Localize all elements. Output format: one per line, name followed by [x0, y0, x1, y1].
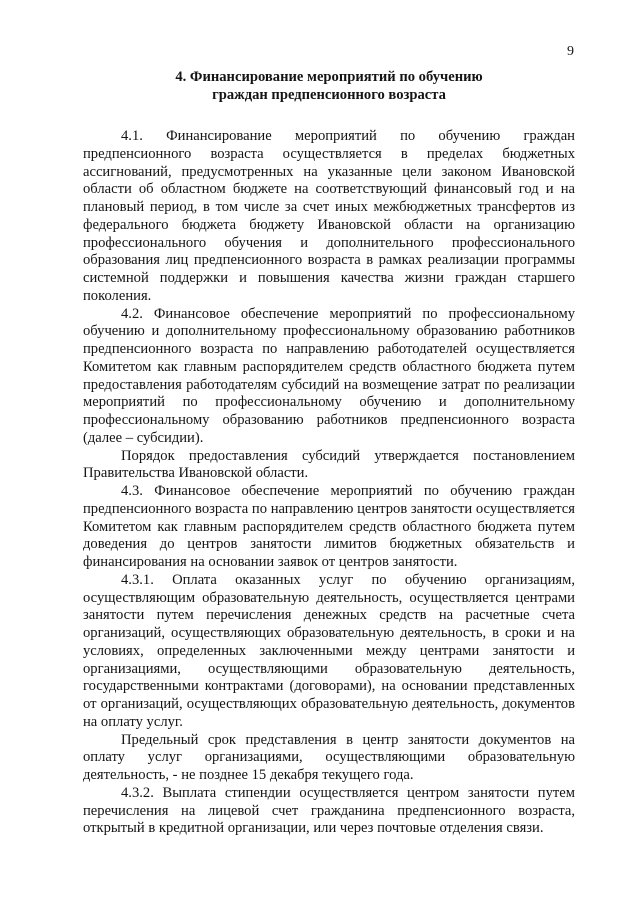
section-heading	[83, 68, 575, 104]
section-heading-line-1: 4. Финансирование мероприятий по обучению	[175, 69, 483, 85]
document-body	[83, 68, 575, 838]
page-number: 9	[567, 44, 574, 59]
paragraph-4-2: 4.2. Финансовое обеспечение мероприятий по профессиональному обучению и дополнительному профессиональному образованию работников предпенсионного возраста по направлению работодателей осуществляется Комитетом как главным распорядителем средств областного бюджета путем предоставления работодателям субсидий на возмещение затрат по реализации мероприятий по профессиональному обучению и дополнительному профессиональному образованию работников предпенсионного возраста (далее – субсидии).	[83, 305, 575, 446]
paragraph-deadline: Предельный срок представления в центр занятости документов на оплату услуг организациями, осуществляющими образовательную деятельность, - не позднее 15 декабря текущего года.	[83, 731, 575, 783]
paragraph-subsidy-procedure: Порядок предоставления субсидий утверждается постановлением Правительства Ивановской области.	[83, 447, 575, 482]
paragraph-4-3: 4.3. Финансовое обеспечение мероприятий по обучению граждан предпенсионного возраста по направлению центров занятости осуществляется Комитетом как главным распорядителем средств областного бюджета путем доведения до центров занятости лимитов бюджетных обязательств и финансирования на основании заявок от центров занятости.	[83, 483, 575, 570]
section-heading-line-2: граждан предпенсионного возраста	[212, 87, 446, 103]
paragraph-4-3-1: 4.3.1. Оплата оказанных услуг по обучению организациям, осуществляющим образовательную деятельность, осуществляется центрами занятости путем перечисления денежных средств на расчетные счета организаций, осуществляющих образовательную деятельность, в сроки и на условиях, определенных заключенными между центрами занятости и организациями, осуществляющими образовательную деятельность, государственными контрактами (договорами), на основании представленных от организаций, осуществляющих образовательную деятельность, документов на оплату услуг.	[83, 571, 575, 730]
paragraph-4-3-2: 4.3.2. Выплата стипендии осуществляется центром занятости путем перечисления на лицевой счет гражданина предпенсионного возраста, открытый в кредитной организации, или через почтовые отделения связи.	[83, 784, 575, 837]
paragraph-4-1: 4.1. Финансирование мероприятий по обучению граждан предпенсионного возраста осуществляется в пределах бюджетных ассигнований, предусмотренных на указанные цели законом Ивановской области об областном бюджете на соответствующий финансовый год и на плановый период, в том числе за счет иных межбюджетных трансфертов из федерального бюджета бюджету Ивановской области на организацию профессионального обучения и дополнительного профессионального образования лиц предпенсионного возраста в рамках реализации программы системной поддержки и повышения качества жизни граждан старшего поколения.	[83, 128, 575, 304]
